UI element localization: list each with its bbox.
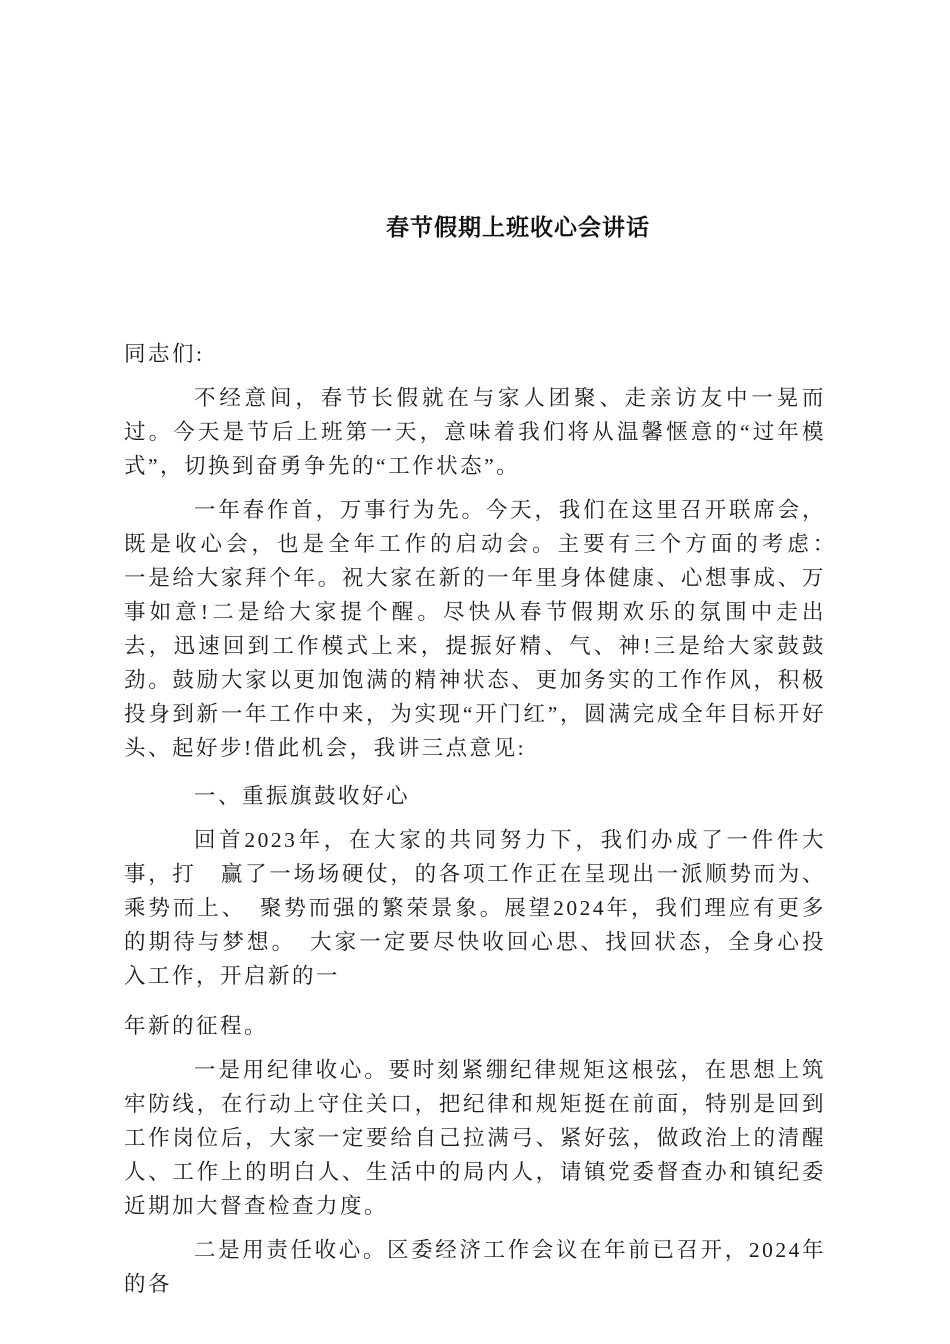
paragraph-discipline: 一是用纪律收心。要时刻紧绷纪律规矩这根弦，在思想上筑牢防线，在行动上守住关口，把纪律和规矩挺在前面，特别是回到工作岗位后，大家一定要给自己拉满弓、紧好弦，做政治上的清醒人、工作上的明白人、生活中的局内人，请镇党委督查办和镇纪委近期加大督查检查力度。 (124, 1058, 826, 1218)
paragraph-three-considerations: 一年春作首，万事行为先。今天，我们在这里召开联席会，既是收心会，也是全年工作的启动会。主要有三个方面的考虑： 一是给大家拜个年。祝大家在新的一年里身体健康、心想事成、万事如意!二是给大家提个醒。尽快从春节假期欢乐的氛围中走出去，迅速回到工作模式上来，提振好精、气、神!三是给大家鼓鼓劲。鼓励大家以更加饱满的精神状态、更加务实的工作作风，积极投身到新一年工作中来，为实现“开门红”，圆满完成全年目标开好头、起好步!借此机会，我讲三点意见: (124, 498, 875, 760)
section-heading-one: 一、重振旗鼓收好心 (194, 784, 411, 808)
salutation: 同志们: (124, 342, 205, 366)
paragraph-review-2023: 回首2023年，在大家的共同努力下，我们办成了一件件大事，打 赢了一场场硬仗，的各项工作正在呈现出一派顺势而为、乘势而上、 聚势而强的繁荣景象。展望2024年，我们理应有更多的期待与梦想。 大家一定要尽快收回心思、找回状态，全身心投入工作，开启新的一 (124, 828, 826, 988)
paragraph-intro: 不经意间，春节长假就在与家人团聚、走亲访友中一晃而过。今天是节后上班第一天，意味着我们将从温馨惬意的“过年模式”，切换到奋勇争先的“工作状态”。 (124, 386, 826, 478)
paragraph-responsibility: 二是用责任收心。区委经济工作会议在年前已召开，2024年的各 (124, 1238, 826, 1296)
document-title: 春节假期上班收心会讲话 (386, 214, 650, 240)
paragraph-continuation: 年新的征程。 (124, 1014, 269, 1038)
